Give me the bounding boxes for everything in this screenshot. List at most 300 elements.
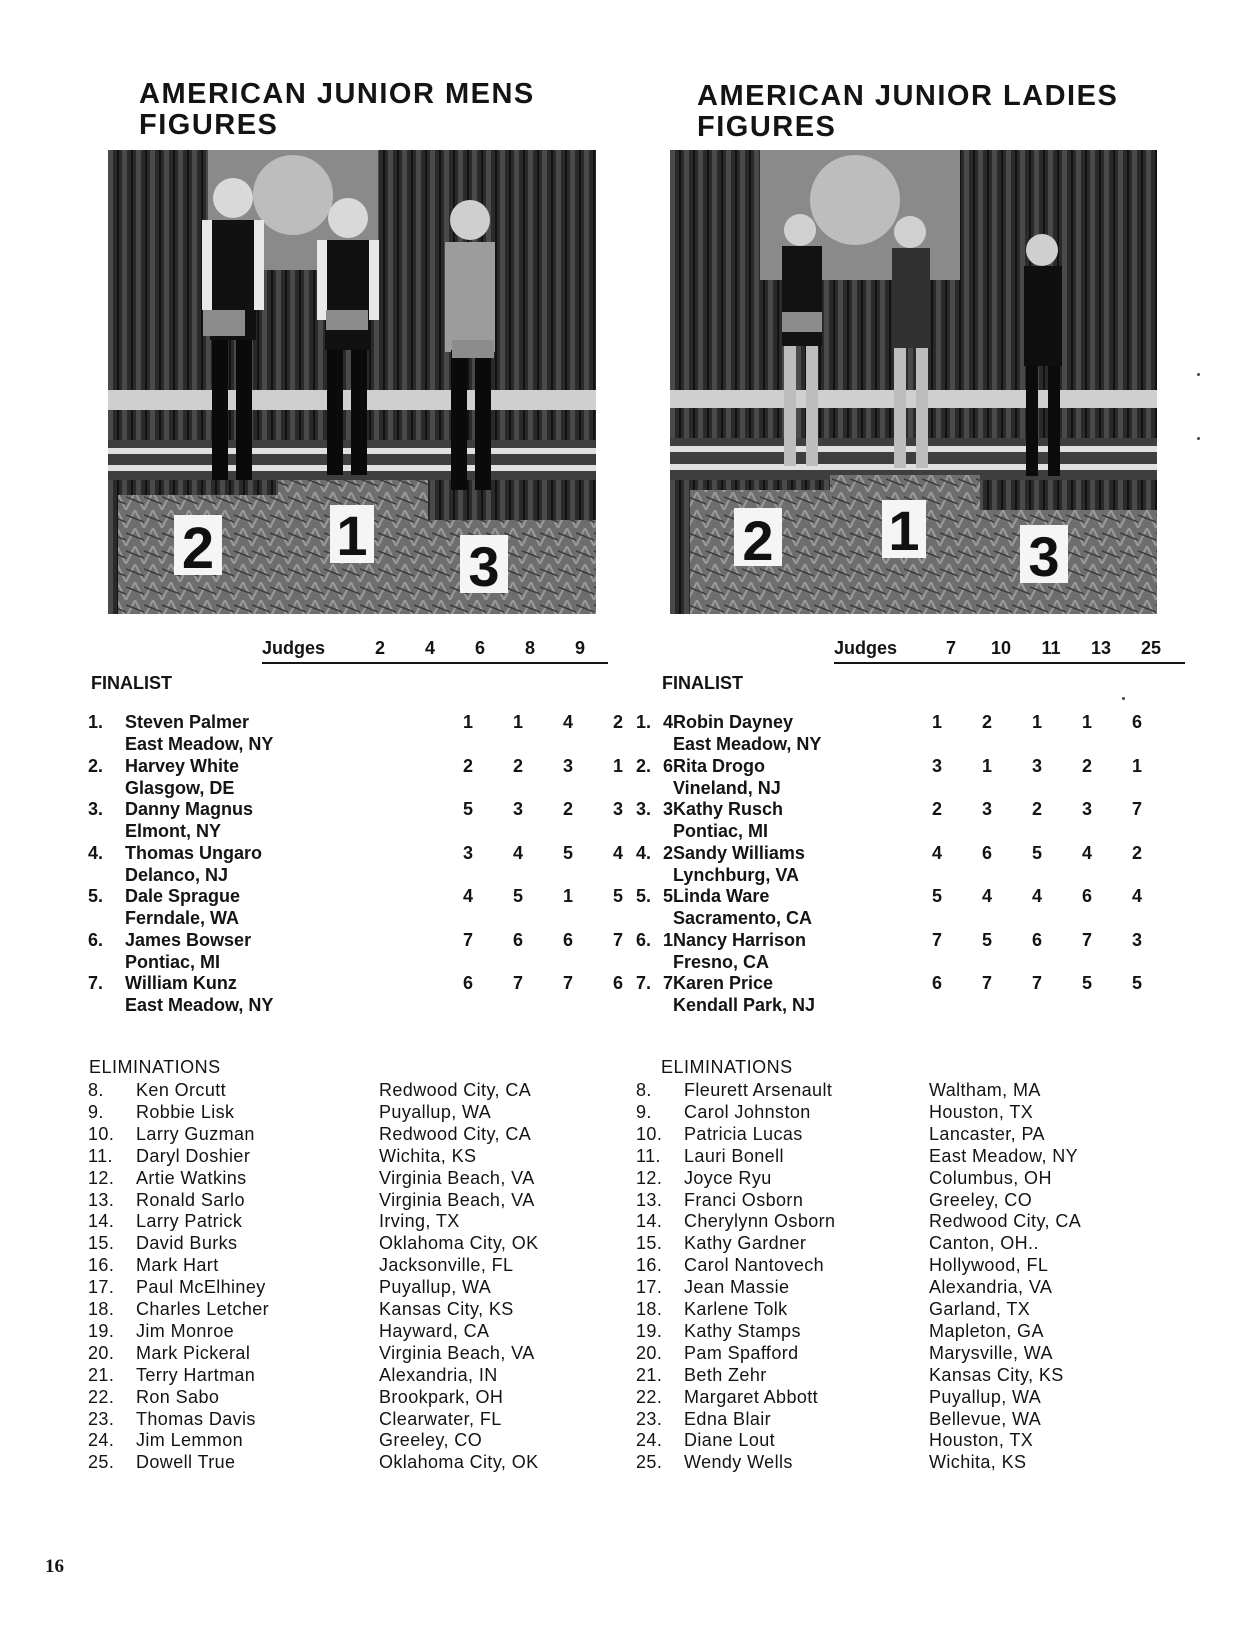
elimination-city: Bellevue, WA: [929, 1408, 1042, 1429]
elimination-city: Virginia Beach, VA: [379, 1342, 535, 1363]
elimination-row: [88, 1451, 608, 1473]
finalist-city: East Meadow, NY: [125, 995, 274, 1015]
elimination-city: Garland, TX: [929, 1299, 1031, 1319]
finalist-city: Sacramento, CA: [673, 908, 813, 928]
elimination-name: Ken Orcutt: [136, 1080, 227, 1100]
elimination-rank: 17.: [88, 1277, 115, 1298]
finalist-name: Sandy Williams: [673, 842, 805, 863]
elimination-city: Kansas City, KS: [929, 1364, 1064, 1385]
judges-label: Judges: [262, 638, 326, 658]
elimination-city: Puyallup, WA: [379, 1277, 492, 1298]
finalist-row: [88, 842, 703, 886]
elimination-row: [88, 1429, 608, 1451]
finalist-score: 2: [1131, 842, 1142, 863]
judges-label: Judges: [834, 638, 898, 658]
elimination-name: Jean Massie: [684, 1277, 790, 1298]
elimination-rank: 16.: [88, 1255, 115, 1276]
finalist-score: 2: [931, 799, 942, 819]
elimination-rank: 22.: [88, 1386, 115, 1407]
elimination-city: Marysville, WA: [929, 1342, 1053, 1363]
elimination-name: Larry Guzman: [136, 1123, 255, 1144]
elimination-name: Lauri Bonell: [684, 1145, 784, 1166]
event-title: [139, 79, 535, 141]
elimination-city: Columbus, OH: [929, 1167, 1052, 1188]
finalist-score: 7: [1131, 799, 1142, 819]
elimination-city: Houston, TX: [929, 1101, 1034, 1122]
elimination-row: [88, 1320, 608, 1342]
finalist-score: 1: [662, 929, 673, 950]
elimination-name: Carol Nantovech: [684, 1255, 825, 1276]
elimination-row: [88, 1101, 608, 1123]
elimination-name: Pam Spafford: [684, 1342, 799, 1363]
finalist-score: 2: [512, 755, 523, 776]
finalist-score: 1: [931, 712, 942, 732]
elimination-rank: 18.: [636, 1299, 663, 1319]
finalist-score: 1: [462, 712, 473, 732]
finalist-rank: 5.: [88, 886, 104, 906]
elimination-city: Lancaster, PA: [929, 1123, 1045, 1144]
elimination-city: Redwood City, CA: [929, 1211, 1082, 1232]
finalist-name: Robin Dayney: [673, 712, 794, 732]
elimination-name: Beth Zehr: [684, 1364, 767, 1385]
elimination-row: [88, 1254, 608, 1276]
elimination-name: Jim Lemmon: [136, 1430, 244, 1451]
podium-number-3: 3: [468, 535, 500, 598]
finalist-name: Linda Ware: [673, 886, 770, 906]
elimination-name: Joyce Ryu: [684, 1167, 772, 1188]
event-title: [697, 81, 1118, 143]
elimination-city: Wichita, KS: [929, 1452, 1027, 1473]
elimination-name: Mark Hart: [136, 1255, 219, 1276]
finalist-score: 2: [562, 799, 573, 819]
elimination-name: Robbie Lisk: [136, 1101, 235, 1122]
finalist-score: 3: [981, 799, 992, 819]
elimination-rank: 20.: [636, 1342, 663, 1363]
finalist-name: Harvey White: [125, 755, 240, 776]
elimination-city: Houston, TX: [929, 1430, 1034, 1451]
elimination-city: Mapleton, GA: [929, 1320, 1044, 1341]
finalist-score: 5: [662, 886, 673, 906]
finalist-score: 3: [931, 755, 942, 776]
finalist-score: 2: [462, 755, 473, 776]
finalist-row: [88, 755, 703, 799]
elimination-rank: 25.: [636, 1452, 663, 1473]
judge-number: 11: [1041, 638, 1061, 658]
elimination-row: [88, 1079, 608, 1101]
finalist-row: [636, 972, 1172, 1016]
finalist-score: 4: [931, 842, 942, 863]
elimination-city: Alexandria, VA: [929, 1277, 1053, 1298]
finalist-score: 7: [562, 973, 573, 993]
elimination-row: [88, 1232, 608, 1254]
finalist-score: 6: [1131, 712, 1142, 732]
finalist-score: 5: [512, 886, 523, 906]
finalist-name: Steven Palmer: [125, 712, 250, 732]
finalist-score: 7: [612, 929, 623, 950]
elimination-rank: 11.: [636, 1145, 661, 1166]
podium-number-2: 2: [181, 516, 215, 581]
finalist-score: 4: [562, 712, 573, 732]
finalist-row: [636, 798, 1172, 842]
print-speck: [1122, 697, 1125, 700]
elimination-city: Alexandria, IN: [379, 1364, 498, 1385]
finalist-score: 4: [512, 842, 523, 863]
finalist-city: Kendall Park, NJ: [673, 995, 816, 1015]
finalist-score: 3: [1081, 799, 1092, 819]
elimination-row: [88, 1342, 608, 1364]
finalist-name: William Kunz: [125, 973, 237, 993]
finalist-score: 3: [562, 755, 573, 776]
elimination-row: [88, 1145, 608, 1167]
finalist-rank: 1.: [636, 712, 652, 732]
finalist-row: [88, 711, 703, 755]
finalist-score: 1: [512, 712, 523, 732]
finalist-name: James Bowser: [125, 929, 252, 950]
finalist-score: 6: [462, 973, 473, 993]
finalist-score: 4: [1131, 886, 1142, 906]
finalist-score: 7: [931, 929, 942, 950]
finalist-city: Vineland, NJ: [673, 777, 781, 798]
finalist-name: Rita Drogo: [673, 755, 765, 776]
finalist-row: [88, 885, 703, 929]
elimination-rank: 19.: [636, 1320, 663, 1341]
event-title-line1: AMERICAN JUNIOR LADIES: [697, 80, 1119, 112]
finalist-score: 1: [981, 755, 992, 776]
finalist-score: 6: [562, 929, 573, 950]
elimination-row: [636, 1123, 1156, 1145]
finalist-score: 5: [981, 929, 992, 950]
elimination-row: [88, 1298, 608, 1320]
elimination-city: Hayward, CA: [379, 1320, 490, 1341]
finalist-name: Dale Sprague: [125, 886, 241, 906]
finalist-score: 6: [931, 973, 942, 993]
elimination-row: [636, 1254, 1156, 1276]
judge-number: 13: [1090, 638, 1112, 658]
finalist-name: Karen Price: [673, 973, 774, 993]
elimination-city: Greeley, CO: [379, 1430, 483, 1451]
finalist-score: 1: [612, 755, 623, 776]
elimination-row: [636, 1451, 1156, 1473]
finalist-city: Pontiac, MI: [125, 951, 221, 972]
finalist-score: 4: [981, 886, 992, 906]
print-speck: [1197, 437, 1200, 440]
elimination-name: Jim Monroe: [136, 1320, 235, 1341]
elimination-city: Virginia Beach, VA: [379, 1167, 535, 1188]
elimination-row: [636, 1276, 1156, 1298]
finalist-score: 7: [662, 973, 673, 993]
elimination-rank: 15.: [636, 1233, 663, 1254]
elimination-city: Canton, OH..: [929, 1233, 1039, 1254]
finalist-score: 5: [562, 842, 573, 863]
elimination-row: [88, 1210, 608, 1232]
elimination-row: [88, 1123, 608, 1145]
finalist-score: 6: [981, 842, 992, 863]
elimination-name: Cherylynn Osborn: [684, 1211, 836, 1232]
finalist-score: 6: [612, 973, 623, 993]
elimination-name: Fleurett Arsenault: [684, 1080, 833, 1100]
elimination-row: [88, 1408, 608, 1430]
finalist-score: 7: [512, 973, 523, 993]
elimination-rank: 15.: [88, 1233, 115, 1254]
elimination-rank: 9.: [636, 1101, 652, 1122]
elimination-name: Margaret Abbott: [684, 1386, 819, 1407]
elimination-row: [88, 1167, 608, 1189]
elimination-row: [88, 1189, 608, 1211]
elimination-city: Puyallup, WA: [929, 1386, 1042, 1407]
event-title-line1: AMERICAN JUNIOR MENS: [139, 78, 535, 110]
finalist-row: [88, 798, 703, 842]
elimination-rank: 9.: [88, 1101, 104, 1122]
finalist-city: Pontiac, MI: [673, 821, 769, 841]
finalist-score: 5: [462, 799, 473, 819]
finalist-score: 3: [612, 799, 623, 819]
elimination-row: [636, 1232, 1156, 1254]
elimination-city: Oklahoma City, OK: [379, 1233, 539, 1254]
elimination-row: [636, 1101, 1156, 1123]
finalist-rank: 4.: [636, 842, 652, 863]
finalist-score: 5: [931, 886, 942, 906]
finalist-score: 2: [1081, 755, 1092, 776]
finalist-score: 7: [981, 973, 992, 993]
podium-photo-icon: [670, 150, 1157, 614]
finalist-row: [88, 972, 703, 1016]
elimination-rank: 12.: [88, 1167, 115, 1188]
elimination-rank: 12.: [636, 1167, 663, 1188]
elimination-row: [88, 1386, 608, 1408]
finalist-rank: 3.: [636, 799, 652, 819]
elimination-name: Paul McElhiney: [136, 1277, 266, 1298]
elimination-rank: 20.: [88, 1342, 115, 1363]
elimination-name: Dowell True: [136, 1452, 236, 1473]
elimination-name: Carol Johnston: [684, 1101, 811, 1122]
finalist-row: [636, 929, 1172, 973]
finalist-score: 6: [1081, 886, 1092, 906]
elimination-city: Hollywood, FL: [929, 1255, 1049, 1276]
elimination-name: Thomas Davis: [136, 1408, 256, 1429]
elimination-rank: 10.: [636, 1123, 663, 1144]
elimination-city: Brookpark, OH: [379, 1386, 504, 1407]
podium-photo: [108, 150, 596, 614]
judge-number: 9: [574, 638, 585, 658]
finalist-city: Delanco, NJ: [125, 864, 229, 885]
elimination-name: Daryl Doshier: [136, 1145, 251, 1166]
elimination-city: Greeley, CO: [929, 1189, 1033, 1210]
elimination-row: [636, 1320, 1156, 1342]
finalist-score: 1: [1081, 712, 1092, 732]
elimination-city: Puyallup, WA: [379, 1101, 492, 1122]
elimination-rank: 21.: [88, 1364, 115, 1385]
elimination-row: [636, 1386, 1156, 1408]
finalist-city: Ferndale, WA: [125, 908, 240, 928]
elimination-rank: 23.: [88, 1408, 115, 1429]
judge-number: 25: [1140, 638, 1162, 658]
elimination-name: Artie Watkins: [136, 1167, 247, 1188]
finalist-row: [636, 711, 1172, 755]
eliminations-heading: ELIMINATIONS: [661, 1057, 793, 1077]
finalist-rank: 7.: [636, 973, 652, 993]
eliminations-heading: ELIMINATIONS: [89, 1057, 221, 1077]
finalist-score: 6: [512, 929, 523, 950]
elimination-rank: 14.: [88, 1211, 115, 1232]
finalist-score: 2: [1031, 799, 1042, 819]
finalist-score: 1: [1131, 755, 1142, 776]
elimination-rank: 21.: [636, 1364, 663, 1385]
finalist-rank: 6.: [636, 929, 652, 950]
finalist-score: 3: [1131, 929, 1142, 950]
finalist-rank: 5.: [636, 886, 652, 906]
elimination-row: [636, 1298, 1156, 1320]
elimination-name: Edna Blair: [684, 1408, 772, 1429]
elimination-rank: 16.: [636, 1255, 663, 1276]
elimination-name: Wendy Wells: [684, 1452, 793, 1473]
finalist-row: [636, 755, 1172, 799]
finalist-rank: 2.: [88, 755, 104, 776]
finalist-score: 6: [662, 755, 673, 776]
finalist-rank: 6.: [88, 929, 104, 950]
elimination-city: Wichita, KS: [379, 1145, 477, 1166]
finalist-name: Danny Magnus: [125, 799, 254, 819]
elimination-row: [636, 1167, 1156, 1189]
podium-number-2: 2: [742, 509, 774, 572]
elimination-name: Ronald Sarlo: [136, 1189, 245, 1210]
elimination-name: Kathy Gardner: [684, 1233, 807, 1254]
elimination-name: Karlene Tolk: [684, 1299, 788, 1319]
judge-number: 8: [524, 638, 535, 658]
finalist-score: 2: [612, 712, 623, 732]
finalist-rank: 3.: [88, 799, 104, 819]
elimination-row: [636, 1189, 1156, 1211]
elimination-name: Franci Osborn: [684, 1189, 804, 1210]
finalist-city: Fresno, CA: [673, 951, 770, 972]
elimination-rank: 22.: [636, 1386, 663, 1407]
elimination-city: Oklahoma City, OK: [379, 1452, 539, 1473]
elimination-rank: 23.: [636, 1408, 663, 1429]
judge-number: 7: [945, 638, 956, 658]
finalist-name: Nancy Harrison: [673, 929, 807, 950]
finalist-score: 3: [1031, 755, 1042, 776]
finalist-score: 3: [662, 799, 673, 819]
judge-number: 6: [474, 638, 485, 658]
elimination-rank: 24.: [636, 1430, 663, 1451]
finalist-city: Elmont, NY: [125, 821, 222, 841]
finalist-score: 7: [462, 929, 473, 950]
finalist-score: 1: [1031, 712, 1042, 732]
finalist-score: 1: [562, 886, 573, 906]
elimination-city: Irving, TX: [379, 1211, 460, 1232]
finalist-score: 4: [1031, 886, 1042, 906]
finalist-score: 4: [612, 842, 623, 863]
elimination-row: [88, 1276, 608, 1298]
finalist-rank: 4.: [88, 842, 104, 863]
finalist-rank: 1.: [88, 712, 104, 732]
finalist-row: [636, 842, 1172, 886]
finalist-rank: 7.: [88, 973, 104, 993]
finalist-city: East Meadow, NY: [673, 734, 822, 754]
print-speck: [1197, 373, 1200, 376]
finalist-score: 3: [462, 842, 473, 863]
elimination-name: Mark Pickeral: [136, 1342, 251, 1363]
elimination-city: Jacksonville, FL: [379, 1255, 514, 1276]
finalist-score: 5: [1131, 973, 1142, 993]
finalist-score: 3: [512, 799, 523, 819]
elimination-row: [636, 1429, 1156, 1451]
finalist-score: 7: [1031, 973, 1042, 993]
elimination-city: Clearwater, FL: [379, 1408, 502, 1429]
elimination-name: Larry Patrick: [136, 1211, 243, 1232]
finalist-score: 5: [1081, 973, 1092, 993]
event-title-line2: FIGURES: [697, 111, 837, 143]
finalist-score: 7: [1081, 929, 1092, 950]
elimination-rank: 14.: [636, 1211, 663, 1232]
elimination-rank: 25.: [88, 1452, 115, 1473]
finalist-score: 5: [612, 886, 623, 906]
elimination-rank: 17.: [636, 1277, 663, 1298]
elimination-rank: 11.: [88, 1145, 113, 1166]
podium-number-1: 1: [336, 504, 368, 567]
finalist-score: 4: [462, 886, 473, 906]
judges-header: [834, 636, 1185, 664]
page-number: 16: [45, 1556, 64, 1577]
elimination-row: [636, 1145, 1156, 1167]
elimination-city: East Meadow, NY: [929, 1145, 1079, 1166]
elimination-rank: 19.: [88, 1320, 115, 1341]
finalist-name: Kathy Rusch: [673, 799, 784, 819]
elimination-name: Diane Lout: [684, 1430, 776, 1451]
judge-number: 2: [374, 638, 385, 658]
podium-photo-icon: [108, 150, 596, 614]
finalist-heading: FINALIST: [662, 673, 743, 693]
elimination-name: Kathy Stamps: [684, 1320, 801, 1341]
finalist-rank: 2.: [636, 755, 652, 776]
podium-number-3: 3: [1028, 525, 1060, 588]
elimination-rank: 8.: [88, 1080, 104, 1100]
judge-number: 10: [990, 638, 1012, 658]
finalist-score: 4: [1081, 842, 1092, 863]
elimination-city: Redwood City, CA: [379, 1080, 532, 1100]
elimination-row: [636, 1364, 1156, 1386]
elimination-rank: 13.: [636, 1189, 663, 1210]
finalist-score: 6: [1031, 929, 1042, 950]
finalist-score: 5: [1031, 842, 1042, 863]
judges-header: [262, 636, 608, 664]
elimination-row: [88, 1364, 608, 1386]
elimination-city: Kansas City, KS: [379, 1299, 514, 1319]
elimination-rank: 10.: [88, 1123, 115, 1144]
finalist-name: Thomas Ungaro: [125, 842, 263, 863]
finalist-row: [636, 885, 1172, 929]
elimination-city: Virginia Beach, VA: [379, 1189, 535, 1210]
elimination-name: Ron Sabo: [136, 1386, 220, 1407]
elimination-name: Terry Hartman: [136, 1364, 256, 1385]
elimination-rank: 24.: [88, 1430, 115, 1451]
event-title-line2: FIGURES: [139, 109, 279, 141]
elimination-rank: 13.: [88, 1189, 115, 1210]
finalist-score: 2: [981, 712, 992, 732]
finalist-score: 2: [662, 842, 673, 863]
finalist-city: East Meadow, NY: [125, 734, 274, 754]
elimination-rank: 8.: [636, 1080, 652, 1100]
finalist-heading: FINALIST: [91, 673, 172, 693]
elimination-row: [636, 1408, 1156, 1430]
elimination-name: Charles Letcher: [136, 1299, 270, 1319]
finalist-city: Lynchburg, VA: [673, 864, 799, 885]
elimination-name: Patricia Lucas: [684, 1123, 803, 1144]
elimination-rank: 18.: [88, 1299, 115, 1319]
finalist-row: [88, 929, 703, 973]
elimination-row: [636, 1079, 1156, 1101]
elimination-row: [636, 1210, 1156, 1232]
elimination-row: [636, 1342, 1156, 1364]
